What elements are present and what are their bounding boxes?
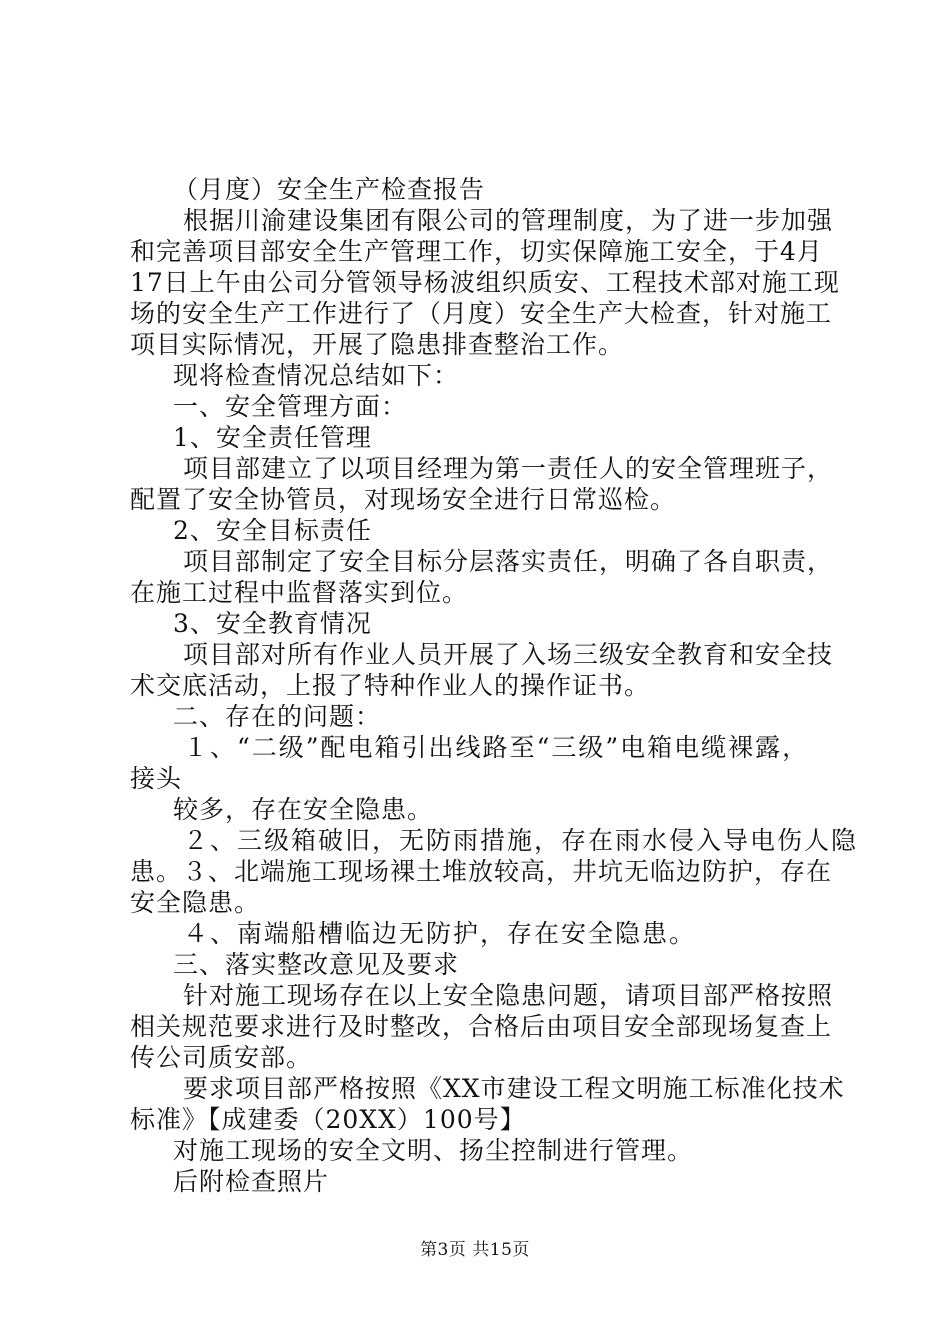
paragraph-line: 项目实际情况，开展了隐患排查整治工作。: [130, 330, 625, 359]
paragraph-line: 较多，存在安全隐患。: [173, 795, 434, 824]
subsection-heading: 2、安全目标责任: [173, 516, 372, 545]
paragraph-line: 患。３、北端施工现场裸土堆放较高，井坑无临边防护，存在: [130, 857, 833, 886]
paragraph-line: 对施工现场的安全文明、扬尘控制进行管理。: [173, 1136, 694, 1165]
paragraph-line: ４、南端船槽临边无防护，存在安全隐患。: [183, 919, 697, 948]
section-heading: 三、落实整改意见及要求: [173, 950, 460, 979]
paragraph-line: ２、三级箱破旧，无防雨措施，存在雨水侵入导电伤人隐: [183, 826, 859, 855]
paragraph-line: 传公司质安部。: [130, 1043, 313, 1072]
paragraph-line: 项目部制定了安全目标分层落实责任，明确了各自职责，: [183, 547, 834, 576]
page-number: 第3页 共15页: [420, 1240, 530, 1260]
paragraph-line: 和完善项目部安全生产管理工作，切实保障施工安全，于4月: [130, 237, 823, 266]
paragraph-line: 现将检查情况总结如下：: [173, 361, 460, 390]
paragraph-line: １、“二级”配电箱引出线路至“三级”电箱电缆裸露，: [183, 733, 810, 762]
paragraph-line: 术交底活动，上报了特种作业人的操作证书。: [130, 671, 651, 700]
report-title: （月度）安全生产检查报告: [173, 175, 486, 204]
paragraph-line: 根据川渝建设集团有限公司的管理制度，为了进一步加强: [183, 206, 834, 235]
paragraph-line: 安全隐患。: [130, 888, 261, 917]
subsection-heading: 3、安全教育情况: [173, 609, 372, 638]
section-heading: 二、存在的问题：: [173, 702, 382, 731]
paragraph-line: 后附检查照片: [173, 1167, 330, 1196]
section-heading: 一、安全管理方面：: [173, 392, 408, 421]
subsection-heading: 1、安全责任管理: [173, 423, 372, 452]
paragraph-line: 17日上午由公司分管领导杨波组织质安、工程技术部对施工现: [130, 268, 840, 297]
paragraph-line: 配置了安全协管员，对现场安全进行日常巡检。: [130, 485, 677, 514]
paragraph-line: 接头: [130, 764, 183, 793]
paragraph-line: 相关规范要求进行及时整改，合格后由项目安全部现场复查上: [130, 1012, 833, 1041]
paragraph-line: 要求项目部严格按照《XX市建设工程文明施工标准化技术: [183, 1074, 845, 1103]
paragraph-line: 项目部对所有作业人员开展了入场三级安全教育和安全技: [183, 640, 834, 669]
paragraph-line: 标准》【成建委（20XX）100号】: [130, 1105, 526, 1134]
paragraph-line: 项目部建立了以项目经理为第一责任人的安全管理班子，: [183, 454, 834, 483]
paragraph-line: 在施工过程中监督落实到位。: [130, 578, 469, 607]
paragraph-line: 场的安全生产工作进行了（月度）安全生产大检查，针对施工: [130, 299, 833, 328]
paragraph-line: 针对施工现场存在以上安全隐患问题，请项目部严格按照: [183, 981, 834, 1010]
